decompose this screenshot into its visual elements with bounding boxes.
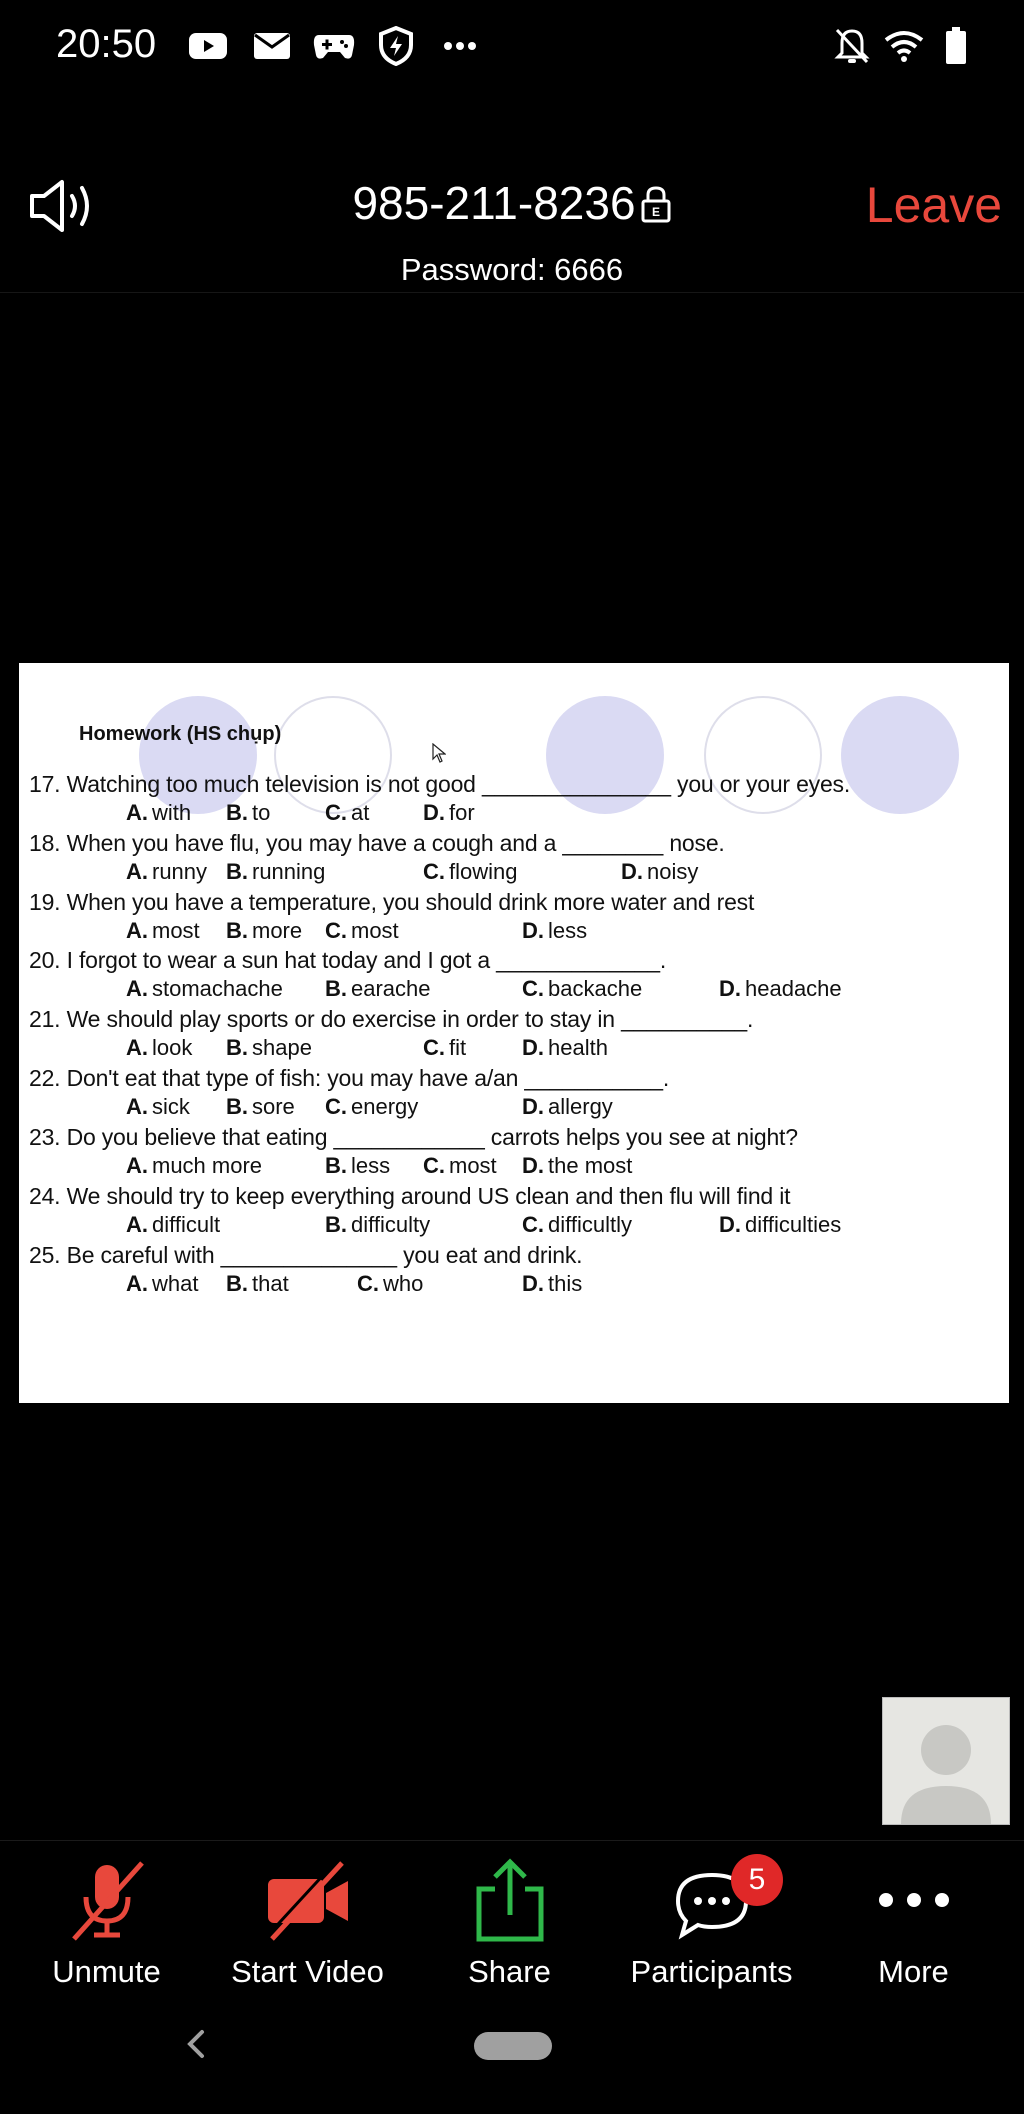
question-text: 19. When you have a temperature, you should drink more water and rest bbox=[29, 889, 755, 915]
answer-option-key: A. bbox=[126, 1035, 148, 1060]
more-dots-icon bbox=[438, 24, 482, 68]
more-button[interactable] bbox=[811, 1850, 1016, 1990]
answer-option-key: D. bbox=[522, 918, 544, 943]
question-text: 25. Be careful with ______________ you eat and drink. bbox=[29, 1242, 583, 1268]
answer-option bbox=[325, 918, 399, 944]
answer-option-text: earache bbox=[351, 976, 431, 1001]
answer-option bbox=[522, 918, 587, 944]
annotation-circle bbox=[841, 696, 959, 814]
answer-option-key: C. bbox=[522, 1212, 544, 1237]
answer-option-key: C. bbox=[357, 1271, 379, 1296]
answer-option bbox=[126, 1035, 192, 1061]
answer-option-key: A. bbox=[126, 918, 148, 943]
gamepad-icon bbox=[312, 24, 356, 68]
answer-option-key: A. bbox=[126, 1094, 148, 1119]
meeting-password: Password: 6666 bbox=[400, 252, 624, 287]
answer-option-key: B. bbox=[226, 1271, 248, 1296]
answer-option bbox=[226, 1271, 289, 1297]
answer-option-key: D. bbox=[522, 1153, 544, 1178]
answer-option bbox=[522, 976, 642, 1002]
document-title: Homework (HS chụp) bbox=[79, 723, 282, 745]
answer-option-key: A. bbox=[126, 1271, 148, 1296]
answer-option-key: C. bbox=[423, 859, 445, 884]
answer-option bbox=[522, 1212, 632, 1238]
answer-option bbox=[325, 800, 369, 826]
answer-option bbox=[126, 800, 191, 826]
answer-option-key: B. bbox=[226, 1035, 248, 1060]
question-text: 23. Do you believe that eating ____________ carrots helps you see at night? bbox=[29, 1124, 798, 1150]
answer-option bbox=[719, 976, 842, 1002]
answer-option-text: shape bbox=[252, 1035, 312, 1060]
answer-option-text: most bbox=[449, 1153, 497, 1178]
answer-option-text: with bbox=[152, 800, 192, 825]
share-label: Share bbox=[468, 1954, 551, 1989]
answer-option-text: running bbox=[252, 859, 326, 884]
answer-option-text: difficultly bbox=[548, 1212, 632, 1237]
answer-option bbox=[126, 1271, 198, 1297]
answer-option bbox=[325, 976, 431, 1002]
answer-option-key: C. bbox=[423, 1035, 445, 1060]
answer-option bbox=[126, 1094, 190, 1120]
answer-option-text: what bbox=[152, 1271, 199, 1296]
answer-option-text: headache bbox=[745, 976, 842, 1001]
answer-option-key: B. bbox=[226, 800, 248, 825]
answer-option bbox=[126, 1153, 262, 1179]
mail-icon bbox=[250, 24, 294, 68]
answer-option-text: that bbox=[252, 1271, 289, 1296]
avatar-icon bbox=[883, 1698, 1009, 1824]
answer-option bbox=[522, 1153, 632, 1179]
question-text: 17. Watching too much television is not good _______________ you or your eyes. bbox=[29, 771, 851, 797]
share-button[interactable] bbox=[407, 1850, 612, 1990]
wifi-icon bbox=[882, 24, 926, 68]
answer-option-text: who bbox=[383, 1271, 424, 1296]
answer-option-key: C. bbox=[522, 976, 544, 1001]
unmute-label: Unmute bbox=[52, 1954, 161, 1989]
toolbar-divider bbox=[0, 1840, 1024, 1841]
answer-option-key: B. bbox=[325, 1153, 347, 1178]
answer-option bbox=[126, 918, 200, 944]
answer-option-text: runny bbox=[152, 859, 208, 884]
answer-option-key: A. bbox=[126, 800, 148, 825]
answer-option-key: B. bbox=[226, 1094, 248, 1119]
answer-option bbox=[621, 859, 698, 885]
answer-option-text: sore bbox=[252, 1094, 295, 1119]
answer-option bbox=[522, 1035, 608, 1061]
answer-option bbox=[719, 1212, 841, 1238]
answer-option-text: difficult bbox=[152, 1212, 221, 1237]
more-label: More bbox=[878, 1954, 949, 1989]
answer-option-text: flowing bbox=[449, 859, 518, 884]
answer-option-text: at bbox=[351, 800, 370, 825]
answer-option-key: B. bbox=[325, 976, 347, 1001]
answer-option bbox=[325, 1212, 430, 1238]
answer-option-text: look bbox=[152, 1035, 193, 1060]
shared-screen-document bbox=[19, 663, 1009, 1403]
answer-option bbox=[126, 859, 207, 885]
answer-option-text: backache bbox=[548, 976, 643, 1001]
unmute-button[interactable] bbox=[4, 1850, 209, 1990]
more-dots-icon bbox=[811, 1850, 1016, 1950]
answer-option-text: difficulty bbox=[351, 1212, 431, 1237]
meeting-id-text: 985-211-8236 bbox=[352, 177, 636, 229]
chat-bubble-icon bbox=[609, 1850, 814, 1950]
answer-option bbox=[226, 1094, 295, 1120]
answer-option-text: most bbox=[351, 918, 399, 943]
lock-icon bbox=[640, 180, 672, 234]
answer-option bbox=[126, 976, 283, 1002]
answer-option-key: A. bbox=[126, 1212, 148, 1237]
start-video-button[interactable] bbox=[205, 1850, 410, 1990]
answer-option bbox=[226, 918, 302, 944]
answer-option-key: D. bbox=[423, 800, 445, 825]
share-icon bbox=[407, 1850, 612, 1950]
answer-option-key: A. bbox=[126, 859, 148, 884]
answer-option bbox=[226, 800, 270, 826]
answer-option-text: this bbox=[548, 1271, 583, 1296]
answer-option bbox=[325, 1094, 418, 1120]
answer-option-key: D. bbox=[719, 1212, 741, 1237]
answer-option bbox=[226, 859, 325, 885]
answer-option-text: sick bbox=[152, 1094, 190, 1119]
answer-option-text: to bbox=[252, 800, 271, 825]
video-off-icon bbox=[205, 1850, 410, 1950]
answer-option-text: stomachache bbox=[152, 976, 283, 1001]
answer-option-key: A. bbox=[126, 976, 148, 1001]
answer-option-text: less bbox=[548, 918, 588, 943]
answer-option-key: B. bbox=[226, 918, 248, 943]
chevron-left-icon bbox=[180, 2024, 214, 2064]
answer-option-key: C. bbox=[325, 800, 347, 825]
answer-option-key: D. bbox=[522, 1094, 544, 1119]
answer-option-key: C. bbox=[325, 918, 347, 943]
question-text: 20. I forgot to wear a sun hat today and I got a _____________. bbox=[29, 947, 667, 973]
answer-option-text: difficulties bbox=[745, 1212, 842, 1237]
mic-off-icon bbox=[4, 1850, 209, 1950]
answer-option-key: D. bbox=[621, 859, 643, 884]
question-text: 21. We should play sports or do exercise in order to stay in __________. bbox=[29, 1006, 754, 1032]
answer-option-text: most bbox=[152, 918, 200, 943]
youtube-icon bbox=[186, 24, 230, 68]
question-text: 24. We should try to keep everything around US clean and then flu will find it bbox=[29, 1183, 791, 1209]
question-text: 18. When you have flu, you may have a cough and a ________ nose. bbox=[29, 830, 725, 856]
answer-option-text: allergy bbox=[548, 1094, 613, 1119]
start-video-label: Start Video bbox=[231, 1954, 384, 1989]
answer-option-key: C. bbox=[423, 1153, 445, 1178]
answer-option-text: health bbox=[548, 1035, 608, 1060]
participants-button[interactable] bbox=[609, 1850, 814, 1990]
answer-option-key: B. bbox=[226, 859, 248, 884]
svg-text:E: E bbox=[651, 204, 660, 219]
cursor-icon bbox=[432, 743, 446, 763]
answer-option bbox=[522, 1094, 613, 1120]
nav-back-button[interactable] bbox=[180, 2024, 214, 2064]
answer-option-text: fit bbox=[449, 1035, 467, 1060]
answer-option-text: noisy bbox=[647, 859, 699, 884]
answer-option bbox=[423, 800, 475, 826]
answer-option bbox=[325, 1153, 390, 1179]
answer-option-key: C. bbox=[325, 1094, 347, 1119]
header-divider bbox=[0, 292, 1024, 293]
leave-button[interactable]: Leave bbox=[865, 177, 1002, 233]
answer-option-key: D. bbox=[522, 1035, 544, 1060]
answer-option-text: much more bbox=[152, 1153, 263, 1178]
bell-off-icon bbox=[830, 24, 874, 68]
shield-icon bbox=[374, 24, 418, 68]
self-video-thumbnail[interactable] bbox=[882, 1697, 1010, 1825]
participants-count-badge: 5 bbox=[731, 1854, 783, 1906]
answer-option-text: less bbox=[351, 1153, 391, 1178]
answer-option bbox=[423, 859, 517, 885]
nav-home-pill[interactable] bbox=[474, 2032, 552, 2060]
answer-option-key: D. bbox=[719, 976, 741, 1001]
participants-label: Participants bbox=[630, 1954, 793, 1989]
battery-icon bbox=[934, 24, 978, 68]
answer-option-key: B. bbox=[325, 1212, 347, 1237]
answer-option bbox=[357, 1271, 423, 1297]
answer-option-key: D. bbox=[522, 1271, 544, 1296]
answer-option bbox=[226, 1035, 312, 1061]
answer-option-text: energy bbox=[351, 1094, 419, 1119]
answer-option bbox=[423, 1035, 466, 1061]
question-text: 22. Don't eat that type of fish: you may have a/an ___________. bbox=[29, 1065, 670, 1091]
answer-option bbox=[423, 1153, 497, 1179]
answer-option bbox=[522, 1271, 582, 1297]
answer-option-text: more bbox=[252, 918, 303, 943]
answer-option-key: A. bbox=[126, 1153, 148, 1178]
answer-option-text: the most bbox=[548, 1153, 633, 1178]
answer-option bbox=[126, 1212, 220, 1238]
status-time: 20:50 bbox=[56, 22, 157, 66]
answer-option-text: for bbox=[449, 800, 475, 825]
